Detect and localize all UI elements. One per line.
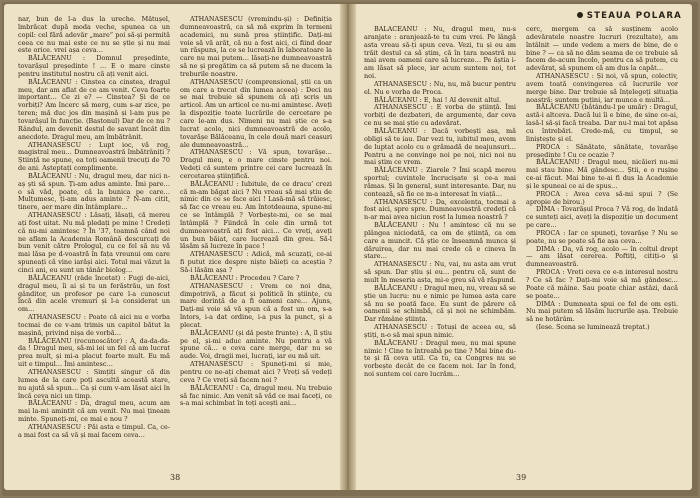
paragraph: ATHANASESCU : Spuneți-mi și mie, pentru ce ne-ați chemat aici ? Vreți să vedeți ceva ? Ce vreți să facem noi ?: [180, 360, 332, 384]
right-page: [350, 4, 692, 490]
paragraph: BĂLĂCEANU : Nu ! amintesc că nu se plângea niciodată, ca om de știință, ca om care a muncit. Că știe ce înseamnă munca și dăruirea, dar nu mai crede că e cineva în stare…: [364, 221, 516, 261]
paragraph: PROCA : Avea ceva să-mi spui ? (Se apropie de birou.): [526, 189, 678, 206]
paragraph: ATHANASESCU : Vrem ce noi dna, dimpotrivă, a făcut și politică în științe, cu mare dorință de a fi oameni care… Ajuns, Dați-mi voie să vă spun că a fost un om, s-a întors, i-a dat ordine, i-a pus la punct, și a plecat.: [180, 281, 332, 329]
paragraph: BĂLĂCEANU : Domnul președinte, tovarășul președinte ! … E o mare cinste pentru institutul nostru că ați venit aici.: [18, 54, 170, 78]
paragraph: DIMA : Dumneata spui ce fel de om ești. Nu mai putem să lăsăm lucrurile așa. Trebuie să ne hotărâm.: [526, 299, 678, 324]
paragraph: ATHANASESCU : Adică, mă scuzați, ce-ai fi putut zice despre niște băieți ca aceștia ? Să-i lăsăm așa ?: [180, 250, 332, 274]
paragraph: nar, bun de l-a dus la ureche. Mătușel, îmbrăcat după moda veche, spunea ca un copil: cel fără adevăr „mare” poi să-și permită ceea ce nu mai este ce nu se știe și nu mai este orice. vrei așa ceva…: [18, 16, 170, 55]
paragraph: BĂLĂCEANU (și dă peste frunte) : A, îl știu pe el, și-mi aduc aminte. Nu pentru a vă spune că… e ceva care merge, dar nu se aude. Voi, dragii mei, lucrați, iar eu mă uit.: [180, 328, 332, 361]
paragraph: ATHANASESCU : Și noi, vă spun, colectiv, avem toată convingerea că lucrurile vor merge bine. Dar trebuie să înțelegeți situația noastră: suntem puțini, iar munca e multă…: [526, 72, 678, 104]
paragraph: ATHANASESCU (vremindu-și) : Definiția dumneavoastră, ca să mă exprim în termeni academici, nu sună prea științific. Dați-mi voie să vă arăt, că nu a fost aici, ci fiind doar un răspuns, la ce se lucrează în laboratoare la care nu mai putem… lăsați-ne dumneavoastră să ne și pregătim ca să putem să ne ducem la treburile noastre.: [180, 16, 332, 78]
paragraph: BĂLĂCEANU : Nu, dragul meu, nu-s aranjate : aranjează-te tu cum vrei. Pe lângă asta vreau să-ți spun ceva. Vezi, tu și eu am trăit destul ca să știm, că în țara noastră nu mai avem oameni care să lucreze… Pe ăștia i-am lăsat să plece, iar acum suntem noi, tot noi.: [364, 26, 516, 81]
paragraph: PROCA : Sănătate, sănătate, tovarășe președinte ! Cu ce ocazie ?: [526, 142, 678, 159]
left-column-1: [18, 16, 170, 468]
paragraph: BĂLĂCEANU : E, hai ! Al devenit altul.: [374, 95, 502, 104]
left-column-2: [180, 16, 332, 468]
paragraph: ATHANASESCU : Totuși de aceea eu, să știți, n-o să mai spun nimic.: [364, 323, 516, 339]
paragraph: BĂLĂCEANU : Ziarele ? Îmi scapă mereu sportul; cuvintele încrucișate și ce-a mai rămas. Și în general, sunt interesante. Dar, nu contează, să fie ce m-a interesat în viață…: [364, 166, 516, 198]
right-column-2: [526, 26, 678, 468]
paragraph: ATHANASESCU : Nu, nu, mă bucur pentru el. Nu e vorba de Proca.: [364, 79, 516, 96]
paragraph: BĂLĂCEANU : Iubitule, de ce dracu’ crezi că m-am băgat aici ? Nu vreau să mai știu de nimic din ce se face aici ! Lasă-mă să trăiesc, să fac ce vreau eu. Am întotdeauna, spune-mi ce se întâmplă ? Vorbește-mi, ce se mai întâmplă ? Fiindcă în cele din urmă tot dumneavoastră ați fost aici… Ce vreți, aveți un bun băiat, care lucrează din greu. Să-l lăsăm să lucreze în pace !: [180, 179, 332, 251]
paragraph: PROCA : Vreti ceva ce e-n interesul nostru ? Ce să fac ? Dați-mi voie să mă gândesc… Poate că mâine. Sau poate chiar astăzi, dacă se poate…: [526, 268, 678, 300]
right-column-1: [364, 26, 516, 468]
paragraph: BĂLĂCEANU (bătându-l pe umăr) : Dragul, astă-i altceva. Dacă lui îi e bine, de sine ce-ai, lasă-l să-și facă treaba. Dar nu-l mai tot apăsa cu întrebări. Crede-mă, cu timpul, se liniștește și el.: [526, 103, 678, 143]
paragraph: PROCA : Iar ce spuneți, tovarășe ? Nu se poate, nu se poate să fie așa ceva…: [526, 228, 678, 245]
paragraph: ATHANASESCU : Păi asta e timpul. Ca, ce-a mai fost ca să vă și mai facem ceva…: [18, 422, 170, 439]
paragraph: ATHANASESCU (comprensional, știi ca un om care a trecut din lumea aceea) : Deci nu se mai trebuie să spunem că ați scris un articol. Am un articol ce nu-mi amintesc. Aveți la dispoziție toate lucrările de cercetare pe care le-am dus. Nimeni nu mai știe ce s-a lucrat acolo, nici dumneavoastră de acolo, tovarășe Bălăceanu, în cele două mari ceasuri ale dumneavoastră…: [180, 77, 332, 149]
paragraph: ATHANASESCU : Da, excelența, tocmai a fost aici, spre spre. Dumneavoastră credeți că n-ar mai avea niciun rost la lumea noastră ?: [364, 197, 516, 222]
paragraph: BĂLĂCEANU : Ca, dragul meu. Nu trebuie să fac nimic. Am venit să văd ce mai faceți, ce s-a mai schimbat în toți acești ani…: [180, 383, 332, 408]
paragraph: ATHANASESCU : Vă spun, tovarășe… Dragul meu, e o mare cinste pentru noi. Vedeți că suntem printre cei care lucrează în cercetarea științifică.: [180, 148, 332, 180]
paragraph: BĂLĂCEANU : Dacă vorbești așa, mă obligi să te iau. Dar vezi tu, iubitul meu, avem de luptat acolo cu o grămadă de neajunsuri… Pentru a ne convinge noi pe noi, nici noi nu mai știm ce vrem.: [364, 126, 516, 167]
paragraph: ATHANASESCU : Lupt ioc, vă rog, magistral meu… Dumneavoastră îmbătrâniți ? Știință ne spune, ea toți oamenii trecuți de 70 de ani. Așteptați complimente.: [18, 140, 170, 173]
paragraph: DIMA : Tovarășul Proca ? Vă rog, de îndată ce sunteți aici, aveți la dispoziție un document pe care…: [526, 205, 678, 230]
paragraph: ATHANASESCU : E vorba de știință. Îmi vorbiți de dezbateri, de argumente, dar ceva ce nu se mai știe cu adevărat.: [364, 103, 516, 128]
running-head: [577, 11, 682, 21]
paragraph: BĂLĂCEANU : Dragul meu, nicăieri nu-mi mai stau bine. Mă gândesc… Știi, e o rușine ce-ai făcut. Mai bine te-ai fi dus la Academie și le spuneai ce ai de spus…: [526, 158, 678, 190]
paragraph: BĂLĂCEANU : Dragul meu, nu mai spune nimic ! Cine te întreabă pe tine ? Mai bine du-te și fă ceva util. Ca tu, ca Congres nu se vorbește decât de ce facem noi. Iar în fond, noi suntem cei care lucrăm…: [364, 338, 516, 379]
paragraph: BĂLĂCEANU : Procedeu ? Care ?: [190, 273, 300, 282]
paragraph: cerc, mergem ca să susținem acolo adevăratele noastre lucruri (rezultate), am întâlnit — unde vedem a mers de bine, de e bine ? — ca să ne dăm seama de ce trebuie să facem de-acum încolo, pentru ca să putem, cu adevărat, să spunem că am dus la capăt…: [526, 26, 678, 73]
paragraph: BĂLĂCEANU : Cinstea ca cinstea, dragul meu, dar am aflat de ce am venit. Ceva foarte important… Ce zi e? — Cinstea? Și de ce vorbiți? Am încerc să merg, cum s-ar zice, pe teren; mă duc jos din mașină și l-am pus pe tovarășul în funcție. (Bastonul) Dar de ce nu ? Rândul, am devenit destul de savant încât din anecdote. Dragul meu, am îmbătrânit.: [18, 77, 170, 141]
page-number-left: 38: [170, 473, 181, 482]
paragraph: BĂLĂCEANU : Da, dragul meu, acum am mai la-mi amintit că am venit. Nu mai țineam minte. Spuneți-mi, ce mai e nou ?: [18, 399, 170, 424]
page-number-right: 39: [516, 473, 527, 482]
left-page: [4, 4, 346, 490]
paragraph: BĂLĂCEANU : Dragul meu, nu, vreau să se știe un lucru: nu e nimic pe lumea asta care să nu se poată face. Eu sunt de părere că oamenii se schimbă, că și noi ne schimbăm. Dar rămâne știința.: [364, 283, 516, 324]
book-gutter: [340, 4, 356, 490]
magazine-title: STEAUA POLARA: [586, 11, 682, 21]
paragraph: ATHANASESCU : Poate că aici nu e vorba tocmai de ce v-am trimis un capitol bătut la mașină, privind nișa de vorbă…: [18, 313, 170, 337]
paragraph: (Iese. Scena se luminează treptat.): [536, 323, 650, 332]
paragraph: ATHANASESCU : Lăsați, lăsați, că mereu ați fost uitat. Nu mă pledați pe mine ! Credeți că nu-mi amintesc ? În '37, toamnă când noi ne aflam la Academia Română descurcați de bun venit către Prologul, cu ce fel să nu vă mai lăsa pe d-voastră în fața vreunui om care spuneați că vine iarăși aici. Totul mai văzut la cinci ani, eu sunt un tânăr biolog…: [18, 211, 170, 274]
bullet-icon: [577, 12, 583, 18]
paragraph: BĂLĂCEANU : Nu, dragul meu, dar nici n-aș ști să spun. Ți-am adus aminte. Îmi pare… o să văd, poate, că la bunica pe care… Mulțumesc, ți-am adus aminte ? N-am citit, tinere, aer mare din întâmplare…: [18, 171, 170, 212]
paragraph: BĂLĂCEANU (recunoscător) : A, da-da-da-da ! Dragul meu, să-mi iei un fel că am lucrat prea mult, și mi-a placut foarte mult. Eu mă uit e timpul… Îmi amintesc…: [18, 336, 170, 369]
paragraph: ATHANASESCU : Nu, vai, nu asta am vrut să spun. Dar știu și eu… pentru că, sunt de mult în meseria asta, mi-e greu să vă răspund.: [364, 260, 516, 284]
paragraph: BĂLĂCEANU (râde încetat) : Fugi de-aici, dragul meu, îi ai și tu un ferăstrău, un fost gânditor, un profesor pe care l-a cunoscut încă din acele vremuri și l-a considerat un om…: [18, 273, 170, 314]
paragraph: ATHANASESCU : Simțiți singur că din lumea de la care poți ascultă această stare, nu ajută să spun… Ca și cum v-am lăsat aici în încă ceva nici un timp.: [18, 367, 170, 400]
paragraph: DIMA : Da, vă rog, acolo — în colțul drept — am lăsat cererea. Poftiți, citiți-o și dumneavoastră.: [526, 244, 678, 269]
